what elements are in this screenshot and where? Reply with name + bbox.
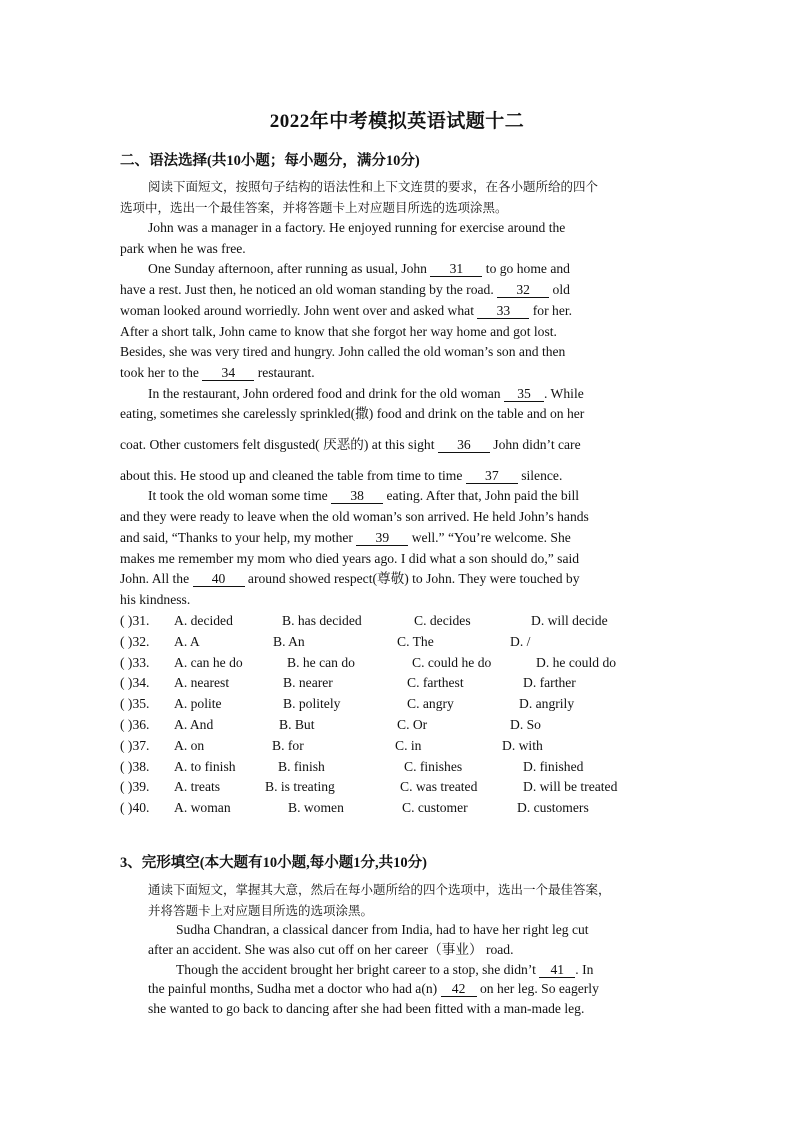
instruction-line: 阅读下面短文，按照句子结构的语法性和上下文连贯的要求，在各小题所给的四个 <box>148 179 599 194</box>
blank-35[interactable]: 35 <box>504 386 544 402</box>
section-2-heading: 二、语法选择(共10小题；每小题分，满分10分) <box>120 153 420 169</box>
blank-38[interactable]: 38 <box>331 488 383 504</box>
passage-line: Though the accident brought her bright career to a stop, she didn’t 41 . In <box>176 961 594 977</box>
option-c[interactable]: C. could he do <box>412 654 492 670</box>
option-b[interactable]: B. finish <box>278 758 325 774</box>
option-b[interactable]: B. has decided <box>282 613 362 628</box>
option-a[interactable]: A. polite <box>174 696 222 712</box>
blank-42[interactable]: 42 <box>441 981 477 997</box>
blank-32[interactable]: 32 <box>497 282 549 298</box>
question-row <box>120 759 680 780</box>
question-number: ( )36. <box>120 716 150 732</box>
blank-33[interactable]: 33 <box>477 303 529 319</box>
option-b[interactable]: B. is treating <box>265 779 335 795</box>
passage-line: One Sunday afternoon, after running as usual, John 31 to go home and <box>148 261 570 277</box>
instruction-line: 选项中，选出一个最佳答案，并将答题卡上对应题目所选的选项涂黑。 <box>120 200 508 215</box>
question-row <box>120 675 680 696</box>
question-row <box>120 613 680 634</box>
question-number: ( )32. <box>120 633 150 649</box>
passage-line: Sudha Chandran, a classical dancer from India, had to have her right leg cut <box>176 922 589 937</box>
question-number: ( )33. <box>120 654 150 670</box>
option-a[interactable]: A. nearest <box>174 675 230 691</box>
question-row <box>120 655 680 676</box>
question-row <box>120 634 680 655</box>
passage-line: have a rest. Just then, he noticed an old woman standing by the road. 32 old <box>120 282 570 298</box>
option-d[interactable]: D. farther <box>523 675 576 691</box>
section-3-passage <box>148 920 676 1019</box>
question-number: ( )40. <box>120 800 150 816</box>
question-row <box>120 738 680 759</box>
option-c[interactable]: C. angry <box>407 696 454 712</box>
option-a[interactable]: A. on <box>174 737 205 753</box>
question-row <box>120 717 680 738</box>
option-c[interactable]: C. decides <box>414 613 471 628</box>
option-a[interactable]: A. And <box>174 716 214 732</box>
option-d[interactable]: D. will decide <box>531 613 608 628</box>
question-row <box>120 800 680 821</box>
passage-line: It took the old woman some time 38 eating. After that, John paid the bill <box>148 488 580 504</box>
option-b[interactable]: B. But <box>279 716 315 732</box>
option-c[interactable]: C. customer <box>402 800 468 816</box>
option-a[interactable]: A. can he do <box>174 654 243 670</box>
passage-line: park when he was free. <box>120 240 246 256</box>
option-c[interactable]: C. finishes <box>404 758 463 774</box>
passage-line: woman looked around worriedly. John went over and asked what 33 for her. <box>120 302 573 318</box>
option-c[interactable]: C. Or <box>397 716 428 732</box>
option-c[interactable]: C. farthest <box>407 675 464 691</box>
passage-line: after an accident. She was also cut off on her career（事业） road. <box>148 941 514 957</box>
question-row <box>120 779 680 800</box>
question-number: ( )37. <box>120 737 150 753</box>
question-options <box>120 613 680 821</box>
passage-line: After a short talk, John came to know that she forgot her way home and got lost. <box>120 323 557 339</box>
option-d[interactable]: D. / <box>510 633 531 649</box>
section-3-instructions <box>148 879 678 921</box>
option-b[interactable]: B. An <box>273 633 305 649</box>
question-row <box>120 696 680 717</box>
option-a[interactable]: A. decided <box>174 613 233 628</box>
option-b[interactable]: B. nearer <box>283 675 333 691</box>
passage-line: makes me remember my mom who died years ago. I did what a son should do,” said <box>120 550 580 566</box>
option-d[interactable]: D. he could do <box>536 654 617 670</box>
blank-37[interactable]: 37 <box>466 468 518 484</box>
option-d[interactable]: D. finished <box>523 758 584 774</box>
section-3-heading: 3、完形填空(本大题有10小题,每小题1分,共10分) <box>120 855 427 871</box>
option-b[interactable]: B. for <box>272 737 304 753</box>
blank-34[interactable]: 34 <box>202 365 254 381</box>
option-d[interactable]: D. customers <box>517 800 589 816</box>
question-number: ( )34. <box>120 675 150 691</box>
option-c[interactable]: C. in <box>395 737 422 753</box>
option-b[interactable]: B. politely <box>283 696 341 712</box>
passage-line: coat. Other customers felt disgusted( 厌恶的) at this sight 36 John didn’t care <box>120 437 581 453</box>
passage-line: Besides, she was very tired and hungry. John called the old woman’s son and then <box>120 344 566 360</box>
instruction-line: 通读下面短文，掌握其大意，然后在每小题所给的四个选项中，选出一个最佳答案， <box>148 882 611 897</box>
option-c[interactable]: C. was treated <box>400 779 478 795</box>
option-a[interactable]: A. to finish <box>174 758 236 774</box>
blank-36[interactable]: 36 <box>438 437 490 453</box>
passage-line: she wanted to go back to dancing after she had been fitted with a man-made leg. <box>148 1001 585 1017</box>
option-d[interactable]: D. will be treated <box>523 779 618 795</box>
blank-41[interactable]: 41 <box>539 962 575 978</box>
passage-line: and they were ready to leave when the old woman’s son arrived. He held John’s hands <box>120 509 589 525</box>
passage-line: his kindness. <box>120 591 191 607</box>
passage-line: John. All the 40 around showed respect(尊敬) to John. They were touched by <box>120 571 580 587</box>
passage-line: the painful months, Sudha met a doctor who had a(n) 42 on her leg. So eagerly <box>148 981 599 997</box>
question-number: ( )31. <box>120 613 150 628</box>
option-d[interactable]: D. So <box>510 716 541 732</box>
passage-line: took her to the 34 restaurant. <box>120 364 315 380</box>
question-number: ( )38. <box>120 758 150 774</box>
option-a[interactable]: A. treats <box>174 779 221 795</box>
question-number: ( )39. <box>120 779 150 795</box>
passage-line: about this. He stood up and cleaned the table from time to time 37 silence. <box>120 467 563 483</box>
option-c[interactable]: C. The <box>397 633 434 649</box>
option-a[interactable]: A. A <box>174 633 200 649</box>
passage-line: and said, “Thanks to your help, my mother 39 well.” “You’re welcome. She <box>120 529 571 545</box>
blank-31[interactable]: 31 <box>430 261 482 277</box>
passage-line: In the restaurant, John ordered food and drink for the old woman 35 . While <box>148 385 584 401</box>
section-2-instructions <box>120 176 676 218</box>
option-b[interactable]: B. he can do <box>287 654 355 670</box>
passage-line: eating, sometimes she carelessly sprinkled(撒) food and drink on the table and on her <box>120 406 585 422</box>
option-d[interactable]: D. angrily <box>519 696 575 712</box>
option-a[interactable]: A. woman <box>174 800 231 816</box>
section-2-passage <box>120 218 676 611</box>
blank-39[interactable]: 39 <box>356 530 408 546</box>
question-number: ( )35. <box>120 696 150 712</box>
blank-40[interactable]: 40 <box>193 571 245 587</box>
option-d[interactable]: D. with <box>502 737 543 753</box>
option-b[interactable]: B. women <box>288 800 344 816</box>
page-title: 2022年中考模拟英语试题十二 <box>269 111 525 132</box>
passage-line: John was a manager in a factory. He enjoyed running for exercise around the <box>148 220 566 235</box>
instruction-line: 并将答题卡上对应题目所选的选项涂黑。 <box>148 903 374 918</box>
